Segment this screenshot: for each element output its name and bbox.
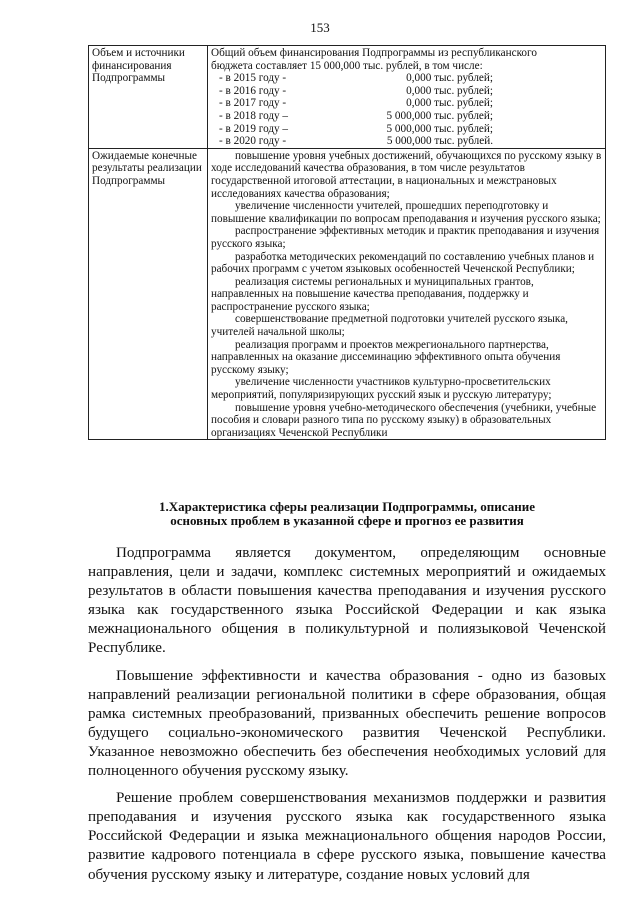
year-amount: 5 000,000 тыс. рублей; [386, 122, 493, 135]
year-label: - в 2017 году - [219, 97, 287, 110]
financing-cell [208, 46, 606, 149]
paragraph: Повышение эффективности и качества образования - одно из базовых направлений реализации региональной политики в сфере образования, общая рамка системных преобразований, призванных обеспечить решение вопросов будущего социально-экономического развития Чеченской Республики. Указанное невозможно обеспечить без обеспечения необходимых условий для полноценного обучения русскому языку. [88, 667, 606, 780]
result-item: реализация программ и проектов межрегионального партнерства, направленных на оказание диссеминацию эффективного опыта обучения русскому языку; [211, 338, 561, 376]
financing-year-row [211, 97, 602, 110]
year-amount: 5 000,000 тыс. рублей; [386, 109, 493, 122]
year-label: - в 2020 году - [219, 135, 287, 148]
year-amount: 5 000,000 тыс. рублей. [386, 135, 493, 148]
financing-year-row [211, 123, 602, 136]
result-item: увеличение численности участников культурно-просветительских мероприятий, популяризирующих русский язык и русскую литературу; [211, 376, 552, 402]
section-heading-line: основных проблем в указанной сфере и прогноз ее развития [170, 513, 524, 528]
section-heading-line: 1.Характеристика сферы реализации Подпрограммы, описание [159, 499, 535, 514]
body-text [88, 544, 606, 893]
result-item: совершенствование предметной подготовки учителей русского языка, учителей начальной школы; [211, 313, 568, 339]
row-label-financing: Объем и источники финансирования Подпрограммы [89, 46, 208, 149]
result-item: повышение уровня учебных достижений, обучающихся по русскому языку в ходе исследований качества образования, в том числе результатов государственной итоговой аттестации, в национальных и межстрановых исследованиях качества образования; [211, 149, 602, 200]
row-label-results: Ожидаемые конечные результаты реализации Подпрограммы [89, 148, 208, 440]
page-number: 153 [310, 20, 330, 35]
year-amount: 0,000 тыс. рублей; [406, 84, 493, 97]
paragraph: Подпрограмма является документом, определяющим основные направления, цели и задачи, комплекс системных мероприятий и ожидаемых результатов в области повышения качества преподавания и изучения русского языка как государственного языка Российской Федерации и как языка межнационального общения в поликультурной и полиязыковой Чеченской Республике. [88, 545, 606, 657]
table-row-results [89, 148, 606, 440]
year-label: - в 2015 году - [219, 72, 287, 85]
financing-year-row [211, 110, 602, 123]
financing-intro-line: Общий объем финансирования Подпрограммы из республиканского [211, 47, 537, 59]
result-item: повышение уровня учебно-методического обеспечения (учебники, учебные пособия и словари разного типа по русскому языку) в образовательных организациях Чеченской Республики [211, 401, 597, 439]
financing-year-row [211, 135, 602, 148]
table-row-financing [89, 46, 606, 149]
result-item: увеличение численности учителей, прошедших переподготовку и повышение квалификации по вопросам преподавания и изучения русского языка; [211, 200, 601, 225]
year-label: - в 2016 году - [219, 84, 287, 97]
financing-year-row [211, 72, 602, 85]
year-label: - в 2018 году – [219, 109, 289, 122]
result-item: распространение эффективных методик и практик преподавания и изучения русского языка; [211, 225, 600, 250]
result-item: разработка методических рекомендаций по составлению учебных планов и рабочих программ с учетом языковых особенностей Чеченской Республики; [211, 250, 595, 276]
year-amount: 0,000 тыс. рублей; [406, 97, 493, 110]
financing-intro-line: бюджета составляет 15 000,000 тыс. рублей, в том числе: [211, 59, 483, 72]
paragraph: Решение проблем совершенствования механизмов поддержки и развития преподавания и изучения русского языка как государственного языка Российской Федерации и языка межнационального общения народов России, развитие кадрового потенциала в сфере русского языка, повышение качества обучения русскому языку и литературе, создание новых условий для [88, 790, 606, 883]
year-label: - в 2019 году – [219, 122, 289, 135]
section-heading [88, 500, 606, 528]
result-item: реализация системы региональных и муниципальных грантов, направленных на повышение качества преподавания, поддержку и распространение русского языка; [211, 275, 534, 313]
financing-year-row [211, 85, 602, 98]
results-cell [208, 148, 606, 440]
passport-table [88, 45, 606, 440]
year-amount: 0,000 тыс. рублей; [406, 72, 493, 85]
